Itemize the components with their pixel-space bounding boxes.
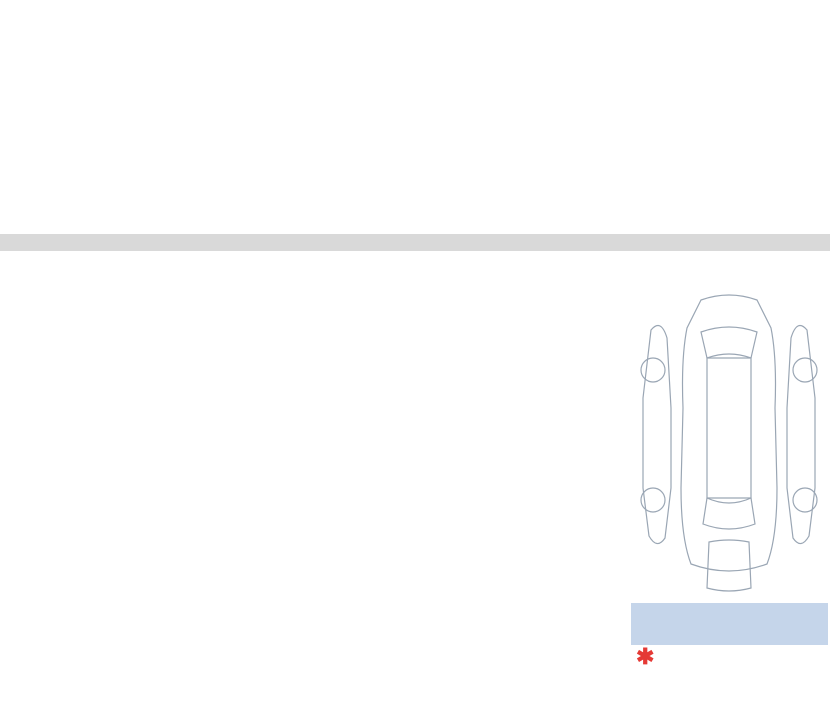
car-outline-sketch	[631, 288, 828, 602]
separator-bar	[0, 234, 830, 251]
vehicle-sketch	[631, 288, 828, 602]
swissauto-logo-icon: ✱	[636, 644, 655, 669]
watermark-logo	[636, 642, 826, 668]
innenraum-box	[631, 603, 828, 645]
